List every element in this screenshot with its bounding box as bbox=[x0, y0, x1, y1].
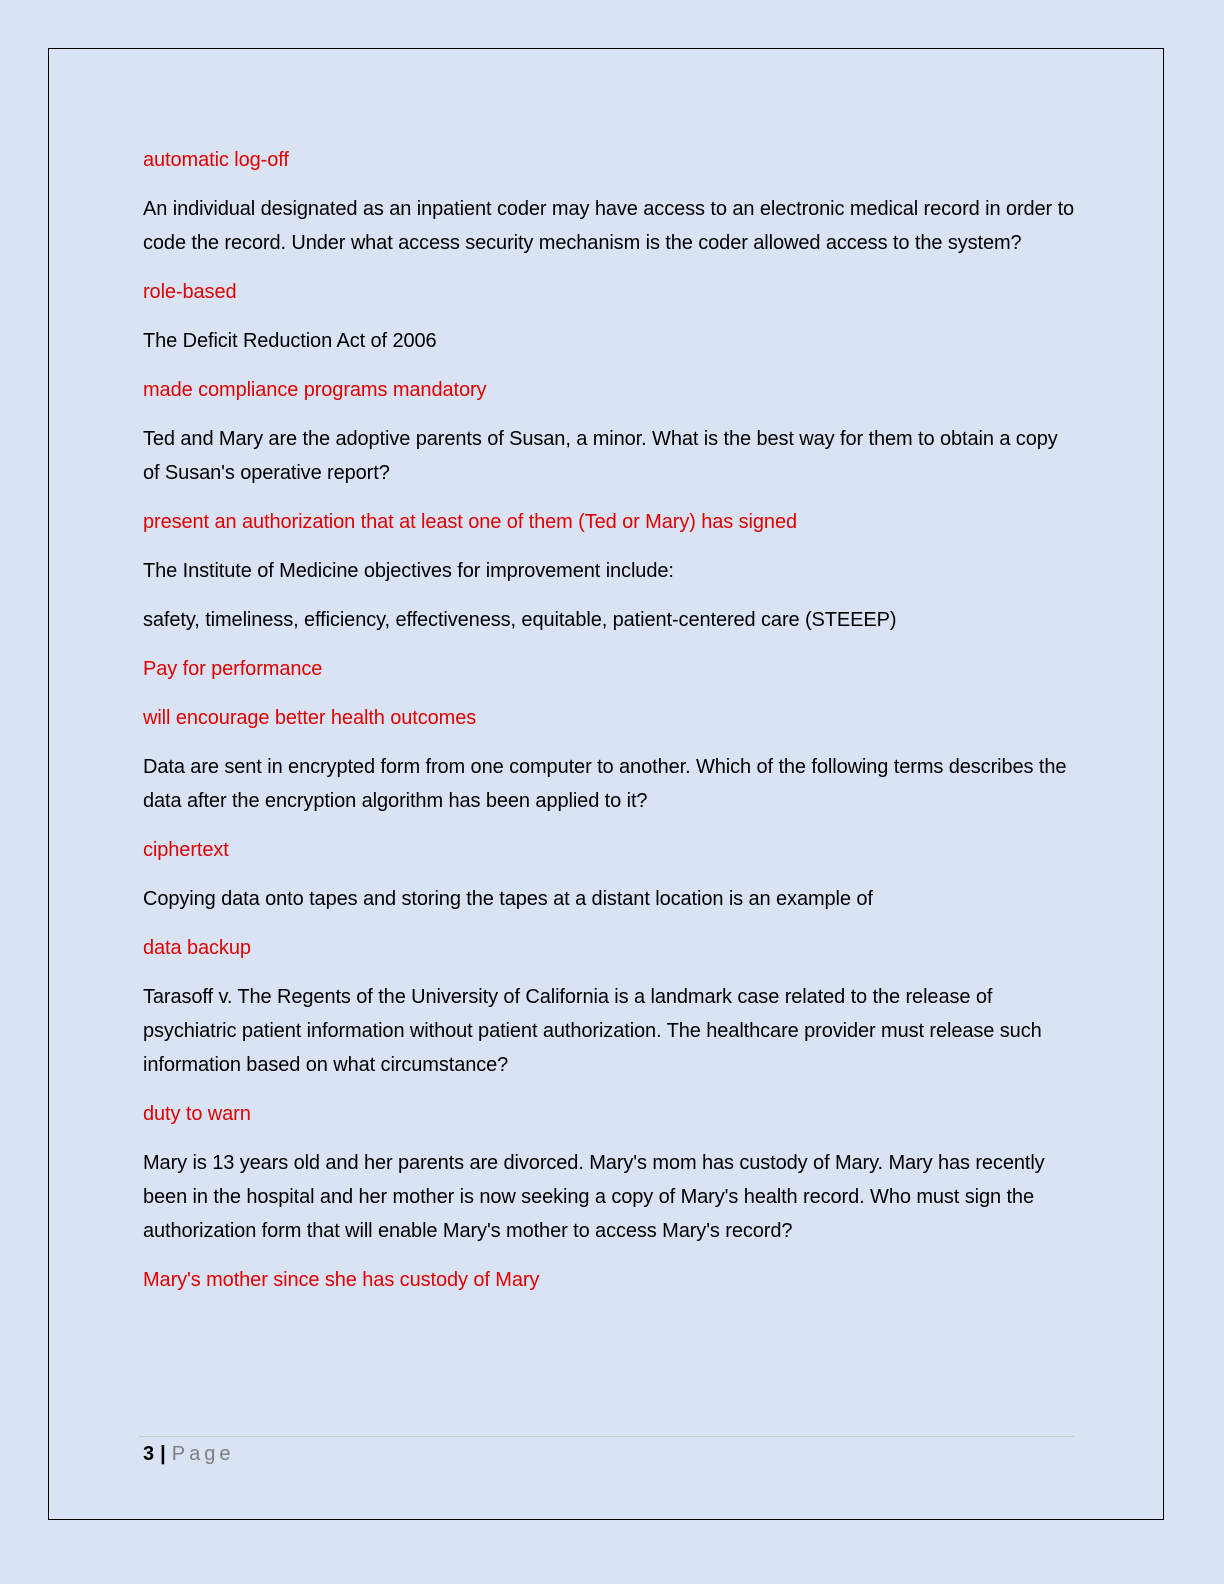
answer-text: present an authorization that at least one of them (Ted or Mary) has signed bbox=[143, 511, 797, 533]
page-number: 3 bbox=[143, 1443, 155, 1465]
document-body bbox=[143, 143, 1078, 1312]
question-text: An individual designated as an inpatient coder may have access to an electronic medical record in order to code the record. Under what access security mechanism is the coder allowed access to the system? bbox=[143, 198, 1075, 254]
question-text: Data are sent in encrypted form from one computer to another. Which of the following terms describes the data after the encryption algorithm has been applied to it? bbox=[143, 756, 1067, 812]
answer-text: Pay for performance bbox=[143, 658, 323, 680]
answer-text: automatic log-off bbox=[143, 149, 289, 171]
question-text: Copying data onto tapes and storing the tapes at a distant location is an example of bbox=[143, 888, 873, 910]
answer-text: role-based bbox=[143, 281, 237, 303]
answer-text: will encourage better health outcomes bbox=[143, 707, 477, 729]
answer-text: made compliance programs mandatory bbox=[143, 379, 487, 401]
page-footer bbox=[143, 1440, 234, 1468]
question-text: The Deficit Reduction Act of 2006 bbox=[143, 330, 437, 352]
answer-text: duty to warn bbox=[143, 1103, 251, 1125]
question-text: The Institute of Medicine objectives for improvement include: bbox=[143, 560, 674, 582]
question-text: Ted and Mary are the adoptive parents of Susan, a minor. What is the best way for them to obtain a copy of Susan's operative report? bbox=[143, 428, 1058, 484]
answer-text: Mary's mother since she has custody of Mary bbox=[143, 1269, 540, 1291]
question-text: Mary is 13 years old and her parents are divorced. Mary's mom has custody of Mary. Mary has recently been in the hospital and her mother is now seeking a copy of Mary's health record. Who must sign the authorization form that will enable Mary's mother to access Mary's record? bbox=[143, 1152, 1045, 1242]
question-text: Tarasoff v. The Regents of the University of California is a landmark case related to the release of psychiatric patient information without patient authorization. The healthcare provider must release such information based on what circumstance? bbox=[143, 986, 1042, 1076]
footer-divider bbox=[139, 1436, 1074, 1437]
footer-separator: | bbox=[160, 1443, 166, 1465]
page-label: Page bbox=[171, 1443, 235, 1465]
answer-text: data backup bbox=[143, 937, 251, 959]
answer-text: ciphertext bbox=[143, 839, 229, 861]
question-text: safety, timeliness, efficiency, effectiveness, equitable, patient-centered care (STEEEP) bbox=[143, 609, 897, 631]
